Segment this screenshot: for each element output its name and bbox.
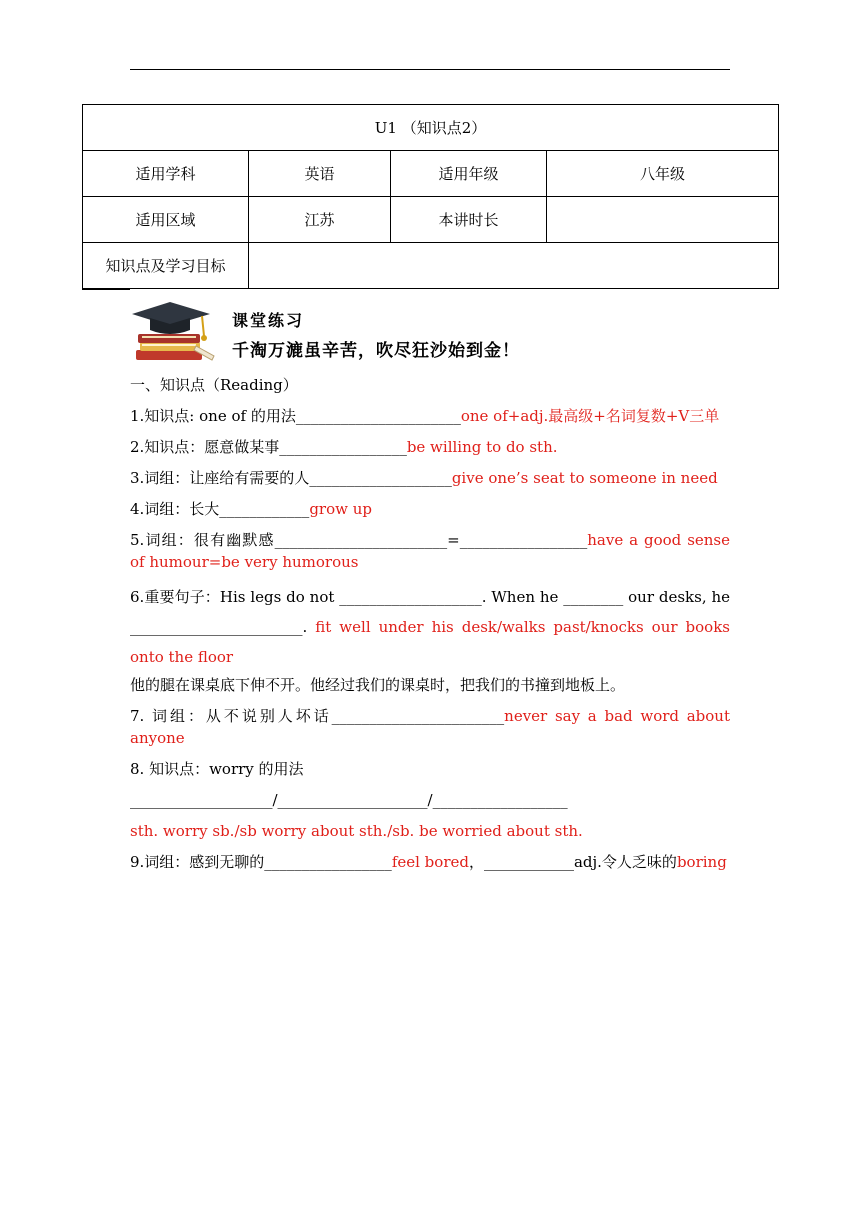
list-item — [130, 498, 730, 520]
item-question: 3.词组：让座给有需要的人___________________ — [130, 469, 452, 487]
item-answer: be willing to do sth. — [406, 438, 558, 456]
list-item — [130, 582, 730, 672]
region-value: 江苏 — [249, 197, 391, 243]
graduation-cap-books-icon — [130, 300, 216, 366]
list-item — [130, 405, 730, 427]
item-question: ，____________adj.令人乏味的 — [468, 853, 677, 871]
list-item — [130, 851, 730, 873]
table-underline-mark — [82, 289, 130, 290]
duration-label: 本讲时长 — [391, 197, 547, 243]
item-answer: grow up — [309, 500, 372, 518]
list-item — [130, 436, 730, 458]
section-heading: 一、知识点（Reading） — [130, 376, 298, 394]
subject-value: 英语 — [249, 151, 391, 197]
grade-label: 适用年级 — [391, 151, 547, 197]
item-question: 9.词组：感到无聊的_________________ — [130, 853, 392, 871]
exercise-banner — [130, 300, 550, 366]
region-label: 适用区域 — [83, 197, 249, 243]
list-item: 8. 知识点：worry 的用法 — [130, 760, 304, 778]
item-answer: fit well under his desk/walks past/knocks our books onto the floor — [130, 618, 730, 666]
banner-title: 课堂练习 — [232, 311, 305, 330]
item-question: 1.知识点: one of 的用法______________________ — [130, 407, 461, 425]
subject-label: 适用学科 — [83, 151, 249, 197]
answer-blanks: ___________________/____________________/__________________ — [130, 791, 568, 809]
course-info-table — [82, 104, 779, 289]
item-answer: sth. worry sb./sb worry about sth./sb. be worried about sth. — [130, 822, 583, 840]
item-answer: feel bored — [391, 853, 469, 871]
item-question: 5.词组：很有幽默感_______________________=_________________ — [130, 531, 588, 549]
item-question: 6.重要句子：His legs do not ___________________. When he ________ our desks, he _______________________. — [130, 588, 730, 636]
translation: 他的腿在课桌底下伸不开。他经过我们的课桌时，把我们的书撞到地板上。 — [130, 676, 626, 694]
item-question: 4.词组：长大____________ — [130, 500, 310, 518]
banner-slogan: 千淘万漉虽辛苦，吹尽狂沙始到金！ — [232, 341, 520, 361]
list-item — [130, 529, 730, 573]
list-item — [130, 467, 730, 489]
table-title: U1 （知识点2） — [83, 105, 779, 151]
item-question: 7. 词组：从不说别人坏话_______________________ — [130, 707, 505, 725]
item-answer: one of+adj.最高级+名词复数+V三单 — [460, 407, 720, 425]
list-item — [130, 705, 730, 749]
item-answer: give one’s seat to someone in need — [451, 469, 718, 487]
objectives-label: 知识点及学习目标 — [83, 243, 249, 289]
item-answer: have a good sense of humour=be very humorous — [130, 531, 730, 571]
item-answer: boring — [676, 853, 727, 871]
header-rule — [130, 69, 730, 70]
grade-value: 八年级 — [547, 151, 779, 197]
objectives-value — [249, 243, 779, 289]
item-answer: never say a bad word about anyone — [130, 707, 730, 747]
duration-value — [547, 197, 779, 243]
knowledge-points — [130, 374, 730, 882]
item-question: 2.知识点：愿意做某事_________________ — [130, 438, 407, 456]
